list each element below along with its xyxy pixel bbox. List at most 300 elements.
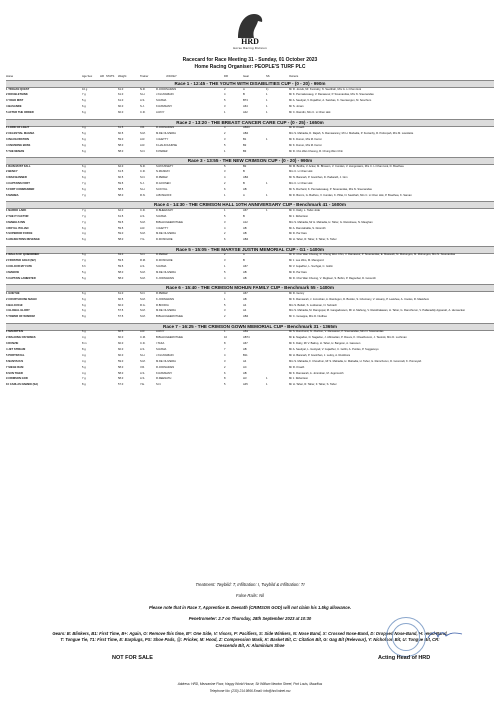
runner-trainer: S.J. [140,105,145,109]
runner-weight: 58.5 [118,188,124,192]
runner-gear: B1 [243,137,247,141]
runner-draw: 3 [224,220,226,224]
runner-jockey: B.BHAUGEEROTHEE [156,220,183,224]
runner-weight: 59.5 [118,226,124,230]
runner-weight: 58.0 [118,377,124,381]
runner-jockey: S.RAMA [156,214,167,218]
runner-gear: AB [243,270,247,274]
runner-age: 6 g [82,309,86,313]
runner-trainer: S.H. [140,353,146,357]
runner-jockey: D.DONOHOE [156,238,173,242]
runner-row [6,126,494,131]
runner-trainer: S.M. [140,359,146,363]
runner-row [6,132,494,137]
runner-owners: Mr K. Daby, Mr V. Balrup, H. Taher, H. Bargoon, A. Gassoun [289,342,361,346]
runner-jockey: R.PEREZ [156,253,168,257]
runner-name: 9 CRIMSON GOD [6,377,28,381]
runner-jockey: I.CHETTY [156,226,169,230]
runner-draw: 2 [224,232,226,236]
runner-trainer: A.R. [140,143,146,147]
runner-age: 10 g [82,87,88,91]
runner-owners: Mrs C. Li Chan Hok [289,170,313,174]
runner-owners: Mr J. Robertson [289,377,309,381]
runner-row [6,232,494,237]
runner-name: 5 THE NEMAN [6,149,25,153]
runner-trainer: A.S. [140,347,146,351]
runner-owners: Mr C. Ramdin, Mrs C. Li Chen Hok [289,111,331,115]
runner-trainer: S.M. [140,220,146,224]
col-draw: DR [224,75,228,78]
runner-age: 7 g [82,182,86,186]
runner-trainer: C.D. [140,208,146,212]
runner-row [6,383,494,388]
runner-row [6,309,494,314]
runner-gear: A67 [243,265,248,269]
runner-draw: 4 [224,126,226,129]
runner-weight: 60.0 [118,342,124,346]
runner-draw: 3 [224,309,226,313]
runner-owners: Mr K. Ramsarah, J. Jonnoban, A. Ramlugun, D. Bootko, S. Ghurnany, V. Hosany, P. Leekhee, A. Cooles, R. Maekhem [289,297,430,301]
allowance-note: Please note that in Race 7, Apprentice B. Deenath (CRIMSON GOD) will not claim his 1.5kg allowance. [148,605,352,610]
runner-weight: 59.5 [118,265,124,269]
runner-jockey: S.RAMA [156,99,167,103]
runner-row [6,144,494,149]
runner-jockey: N.MANDAY [156,170,170,174]
runner-owners: Mr D. Par Kare [289,232,307,236]
runner-name: 10 CARLAS NAMBO (SA) [6,383,39,387]
hrd-stamp [386,617,426,657]
runner-owners: Mr C. Gooappa, Mrs D. Nudhee [289,315,327,319]
runner-trainer: S.M. [140,131,146,135]
runner-owners: Mr A. Seedyal, V. Dujadhur, A. Sambas, K. Veersengun, M. Soochum [289,99,372,103]
runner-gear: A [243,87,245,91]
runner-trainer: A.S. [140,265,146,269]
runner-owners: Mr A. Ramcahallia, S. Doomith [289,226,326,230]
runner-jockey: K.JODNARAIN [156,276,175,280]
runner-draw: 5 [224,383,226,387]
runner-draw: 2 [224,87,226,91]
runner-jockey: I.TAKA [156,342,165,346]
runner-owners: Mr H. Taher, R. Taher, F. Taher, S. Taher [289,238,337,242]
runner-draw: 1 [224,111,226,115]
runner-row [6,138,494,143]
race-block [6,80,494,117]
runner-name: 3 MABELS INN [6,220,25,224]
runner-draw: 3 [224,259,226,263]
runner-weight: 61.0 [118,87,124,91]
runner-draw: 1 [224,194,226,197]
runner-age: 6 g [82,303,86,307]
runner-age: 7 g [82,208,86,212]
runner-weight: 60.5 [118,330,124,334]
runner-gear: AB1 [243,330,249,334]
runner-row [6,366,494,371]
runner-trainer: S.M. [140,297,146,301]
runner-gear: A45 [243,383,248,387]
runner-jockey: S.RAMA [156,265,167,269]
runner-name: 5 FORT COMMANDER [6,188,35,192]
runner-draw: 1 [224,208,226,212]
runner-trainer: A.S. [140,371,146,375]
runner-row [6,342,494,347]
runner-draw: 2 [224,365,226,369]
runner-owners: Mr K. Dunun, Mrs M. Ferrei [289,143,322,147]
runner-row [6,360,494,365]
runner-draw: 5 [224,164,226,168]
runner-draw: 4 [224,226,226,230]
runner-draw: 2 [224,182,226,186]
runner-jockey: R.JODNARAIN [156,126,175,129]
runner-owners: Mr D. Genny [289,291,305,295]
runner-weight: 59.0 [118,359,124,363]
runner-trainer: A.R. [140,226,146,230]
runner-trainer: A.S. [140,214,146,218]
runner-owners: Mr K. Dunun, Mrs M. Ferrei [289,137,322,141]
runner-draw: 4 [224,353,226,357]
runner-owners: Mr D. Chui Wan Cheong, V. Rugbeer, S. Bobin, P. Ragoobar, D. Goounth [289,276,376,280]
runner-draw: 8 [224,342,226,346]
race-block [6,323,494,390]
runner-trainer: N.R. [140,87,146,91]
runner-age: 6 g [82,291,86,295]
runner-age: 7 g [82,214,86,218]
runner-trainer: S.M. [140,276,146,280]
runner-row [6,215,494,220]
runner-name: 1 TROJAN QUEST [6,87,30,91]
runner-row [6,265,494,270]
runner-owners: Mr V. Gujadhur, L. Sochgal, C. Gollin [289,265,333,269]
runner-jockey: J.KLUNGBAIN [156,93,174,97]
runner-name: 4 CAPTAINS FORT [6,182,30,186]
runner-draw: 5 [224,303,226,307]
runner-gear: AB [243,226,247,230]
runner-age: 7 g [82,194,86,197]
runner-draw: 1 [224,297,226,301]
runner-jockey: K.PEREZ [156,149,168,153]
runner-ss: 1 [266,137,268,141]
runner-trainer: S.N. [140,291,146,295]
runner-row [6,227,494,232]
runner-name: 3 BALOUCHI [6,303,23,307]
runner-owners: Mrs S. Beltah, S. Ludraman, N. Subrach [289,303,337,307]
runner-owners: Mrs S. Mahadia, D. Rajiah, S. Ramsaranny, Mr H. Mahadia, P. Kucianby, R. Pulicopah, Mrs M. Laviolette [289,131,414,135]
runner-trainer: Y.G. [140,238,146,242]
runner-age: 4 g [82,126,86,129]
runner-draw: 5 [224,99,226,103]
race-block [6,284,494,321]
runner-name: 4 BASANDE [6,105,22,109]
runner-draw: 2 [224,253,226,257]
runner-name: 6 NANTACUS [6,359,24,363]
runner-jockey: A.BOSHOFF [156,194,172,197]
runner-name: 3 DUNZIE [6,342,19,346]
runner-ss: 1 [266,194,268,197]
race-title: Race 1 - 12:45 - THE YOUTH WITH DISABILITIES CUP - (0 - 20) - 990m [6,80,494,88]
runner-gear: B2 [243,164,247,168]
runner-name: 5 AFTER THE ORDER [6,111,34,115]
runner-weight: 60.5 [118,131,124,135]
runner-name: 4 UNIVERSE BOSS [6,143,31,147]
runner-row [6,238,494,243]
race-title: Race 2 - 13:20 - THE BREAST CANCER CARE CUP - (0 - 25) - 1650m [6,119,494,127]
runner-row [6,354,494,359]
runner-trainer: S.H. [140,93,146,97]
runner-age: 5 g [82,131,86,135]
runner-draw: 5 [224,270,226,274]
stamp-inner-ring [392,623,420,651]
runner-draw: 3 [224,359,226,363]
runner-jockey: R.PEREZ [156,176,168,180]
runner-trainer: S.H. [140,188,146,192]
runner-gear: A67 [243,208,248,212]
runner-draw: 1 [224,330,226,334]
runner-trainer: N.R. [140,164,146,168]
runner-draw: 7 [224,347,226,351]
runner-name: 6 MAMBA [6,194,19,197]
runner-weight: 59.5 [118,182,124,186]
contact-line: Telephone No: (230) 214 9866 Email: info@hrd.intnet.mu [209,689,291,693]
runner-trainer: R.G. [140,303,146,307]
runner-draw: 6 [224,238,226,242]
runner-name: 2 DOUBLETHINK [6,93,28,97]
runner-age: 8 g [82,315,86,319]
runner-age: 7 g [82,377,86,381]
runner-draw: 1 [224,265,226,269]
runner-owners: Mr A. Seedyal, L. Goolyad, V. Gujadhur, C. Gollin, A. Purdes, P. Sugganeyo [289,347,379,351]
runner-gear: AB4 [243,238,249,242]
runner-draw: 3 [224,137,226,141]
runner-gear: A64 [243,105,248,109]
runner-gear: A4 [243,309,247,313]
runner-gear: AC [243,365,247,369]
runner-weight: 60.0 [118,303,124,307]
runner-age: 6 g [82,170,86,174]
runner-age: 4 g [82,371,86,375]
runner-row [6,182,494,187]
runner-draw: 5 [224,214,226,218]
runner-ss: 1 [266,93,268,97]
runner-trainer: S.N. [140,253,146,257]
runner-draw: 4 [224,176,226,180]
runner-owners: Mr R. Jouvik, Mr. Kunnaby, N. Seetthah, Mrs G. Li Chen Hok [289,87,362,91]
runner-gear: AB74 [243,336,250,340]
runner-draw: 4 [224,93,226,97]
runner-jockey: S.RAMA [156,347,167,351]
runner-ss: 1 [266,111,268,115]
runner-row [6,377,494,382]
runner-gear: A67 [243,342,248,346]
runner-weight: 58.0 [118,143,124,147]
runner-owners: Mrs C. Li Chan Hok [289,182,313,186]
runner-row [6,277,494,282]
runner-gear: B2 [243,143,247,147]
runner-name: 6 ARLINGTONS REVENGE [6,238,40,242]
runner-trainer: S.N. [140,176,146,180]
false-rails-note: False Rails: Nil [236,593,264,598]
runner-trainer: A.R. [140,330,146,334]
runner-gear: H3 [243,377,247,381]
runner-name: 4 MANOSI [6,270,19,274]
runner-jockey: D.DONOHOE [156,259,173,263]
runner-owners: Mr H. Taher, R. Taher, F. Taher, S. Taher [289,383,337,387]
runner-name: 2 CELESTIAL MAGMA [6,131,35,135]
race-title: Race 4 - 14:30 - THE CRIMSON HALL 10TH ANNIVERSARY CUP - Benchmark 41 - 1600m [6,201,494,209]
runner-weight: 59.0 [118,137,124,141]
runner-row [6,170,494,175]
runner-jockey: R.DEENATH [156,377,172,381]
runner-gear: AB4 [243,315,249,319]
runner-gear: AB4 [243,131,249,135]
runner-weight: 60.0 [118,336,124,340]
runner-trainer: A.S. [140,99,146,103]
runner-gear: BT4 [243,99,248,103]
runner-age: 6 g [82,188,86,192]
runner-row [6,111,494,116]
runner-row [6,271,494,276]
runner-draw: 5 [224,143,226,147]
runner-weight: 57.5 [118,309,124,313]
runner-jockey: R.PEREZ [156,291,168,295]
runner-gear: AB [243,276,247,280]
runner-trainer: S.M. [140,232,146,236]
runner-owners: Mr S. Jonan [289,105,304,109]
runner-jockey: J.KLUNGBAIN [156,353,174,357]
runner-jockey: K.RAMSAMY [156,371,173,375]
runner-trainer: S.N. [140,149,146,153]
runner-trainer: A.R. [140,137,146,141]
runner-jockey: I.CHETTY [156,137,169,141]
runner-age: 7 g [82,220,86,224]
runner-draw: 3 [224,105,226,109]
runner-owners: Mr H. Baranah, P. Goolchan, J. Ledoy, A. Ruckbora [289,353,350,357]
runner-weight: 59.5 [118,220,124,224]
runner-gear: B [243,259,245,263]
runner-owners: Mr R. Kroath [289,365,305,369]
runner-trainer: S.M. [140,315,146,319]
runner-jockey: S.DOYAL [156,188,168,192]
runner-gear: A [243,253,245,257]
runner-owners: Mr C. Daby, L. Todet Jode [289,208,320,212]
runner-jockey: R.BOOFIA [156,303,169,307]
runner-weight: 61.5 [118,214,124,218]
race-title: Race 3 - 13:55 - THE NEW CRIMSON CUP - (0 - 20) - 990m [6,157,494,165]
runner-age: 6 h [82,265,86,269]
runner-trainer: R.N. [140,194,146,197]
runner-trainer: S.J. [140,182,145,186]
runner-gear: AB [243,188,247,192]
runner-gear: A4 [243,303,247,307]
runner-row [6,315,494,320]
runner-weight: 61.5 [118,170,124,174]
runner-name: 4 ROYAL ITALIAN [6,226,29,230]
logo-caption: Horse Racing Division [233,46,267,50]
runner-jockey: B.BHAUGEEROTHEE [156,315,183,319]
col-owners: Owners [289,75,299,78]
runner-age: 6 g [82,238,86,242]
runner-ss: 1 [266,383,268,387]
treatment-note: Treatment: Twybild: T, Infiltration: I, Twybild & Infiltration: TI [195,582,305,587]
runner-age: 6 g [82,105,86,109]
runner-owners: Mr E. Nagadoo, D. Nagadoo, J. Abbowitan, P. Rouva, K. Cheathoooro, J. Teelock, Mrs D. Luchman [289,336,407,340]
runner-owners: Mr K. Pennatussaug, V. Ramasour, P. Sreenandas, Mrs N. Sreenandas [289,93,374,97]
runner-jockey: R.JODDNARAIN [156,87,177,91]
runner-age: 6 g [82,226,86,230]
runner-trainer: S.M. [140,309,146,313]
racecard-title: Racecard for Race Meeting 31 - Sunday, 01 October 2023 [182,57,318,63]
runner-name: 5 PORTRAYAL [6,353,25,357]
runner-name: 4 GLOBAL GLORY [6,309,30,313]
runner-row [6,99,494,104]
runner-jockey: S.N. [156,383,162,387]
runner-owners: Mrs S. Mahadia, M. Ramgopal, M. Gangadosoon, Mr H. Mahung, V. Ramkhalawan, H. Taher, G. Ramchurun, V. Pallanaddy Appanah, A. Hunseckun [289,309,466,313]
runner-age: 5 g [82,99,86,103]
runner-weight: 60.0 [118,105,124,109]
runner-gear: B11 [243,353,248,357]
runner-jockey: R.GOOSEN [156,182,171,186]
runner-jockey: A.ROY [156,330,165,334]
runner-weight: 57.0 [118,383,124,387]
runner-row [6,88,494,93]
col-hr: HR [100,75,104,78]
runner-draw: 4 [224,276,226,280]
runner-draw: 10 [224,336,227,340]
runner-weight: 58.0 [118,371,124,375]
runner-name: 1 WALLS OF QUIBORNEK [6,253,40,257]
runner-gear: A4 [243,359,247,363]
runner-row [6,209,494,214]
runner-jockey: M.DE OLIVEIRA [156,131,176,135]
runner-age: 7 g [82,93,86,97]
runner-age: 8 m [82,342,87,346]
runner-row [6,336,494,341]
runner-name: 2 FROSTED GOLD (NZ) [6,259,36,263]
runner-draw: 6 [224,188,226,192]
runner-row [6,372,494,377]
runner-ss: 1 [266,99,268,103]
runner-name: 8 SUN TIGER [6,371,23,375]
runner-ss: 1) [266,87,269,91]
runner-weight: 62.0 [118,208,124,212]
col-ss: SS [266,75,270,78]
runner-trainer: C.M. [140,336,146,340]
runner-row [6,105,494,110]
runner-weight: 60.5 [118,176,124,180]
runner-gear: A42 [243,111,248,115]
runner-jockey: K.RAMSAMY [156,105,173,109]
runner-trainer: C.R. [140,170,146,174]
runner-weight: 58.0 [118,270,124,274]
runner-draw: 2 [224,315,226,319]
runner-age: 6 g [82,149,86,153]
runner-weight: 61.5 [118,126,124,129]
race-block [6,157,494,200]
runner-trainer: S.M. [140,270,146,274]
runner-gear: A [243,194,245,197]
runner-name: 5 TOWER OF WISDOM [6,315,35,319]
runner-jockey: M.DE OLIVEIRA [156,232,176,236]
race-title: Race 6 - 15:40 - THE CRIMSON MOHUN FAMILY CUP - Benchmark 55 - 1400m [6,284,494,292]
runner-draw: 3 [224,170,226,174]
runner-name: 5 CAPTAIN LAMBSTER [6,276,36,280]
col-trainer: Trainer [140,75,149,78]
runner-weight: 58.0 [118,365,124,369]
runner-gear: AB [243,371,247,375]
runner-weight: 61.0 [118,291,124,295]
runner-name: 3 COLOUR MY FATE [6,265,33,269]
runner-draw: 4 [224,291,226,295]
runner-row [6,176,494,181]
runner-weight: 57.5 [118,315,124,319]
